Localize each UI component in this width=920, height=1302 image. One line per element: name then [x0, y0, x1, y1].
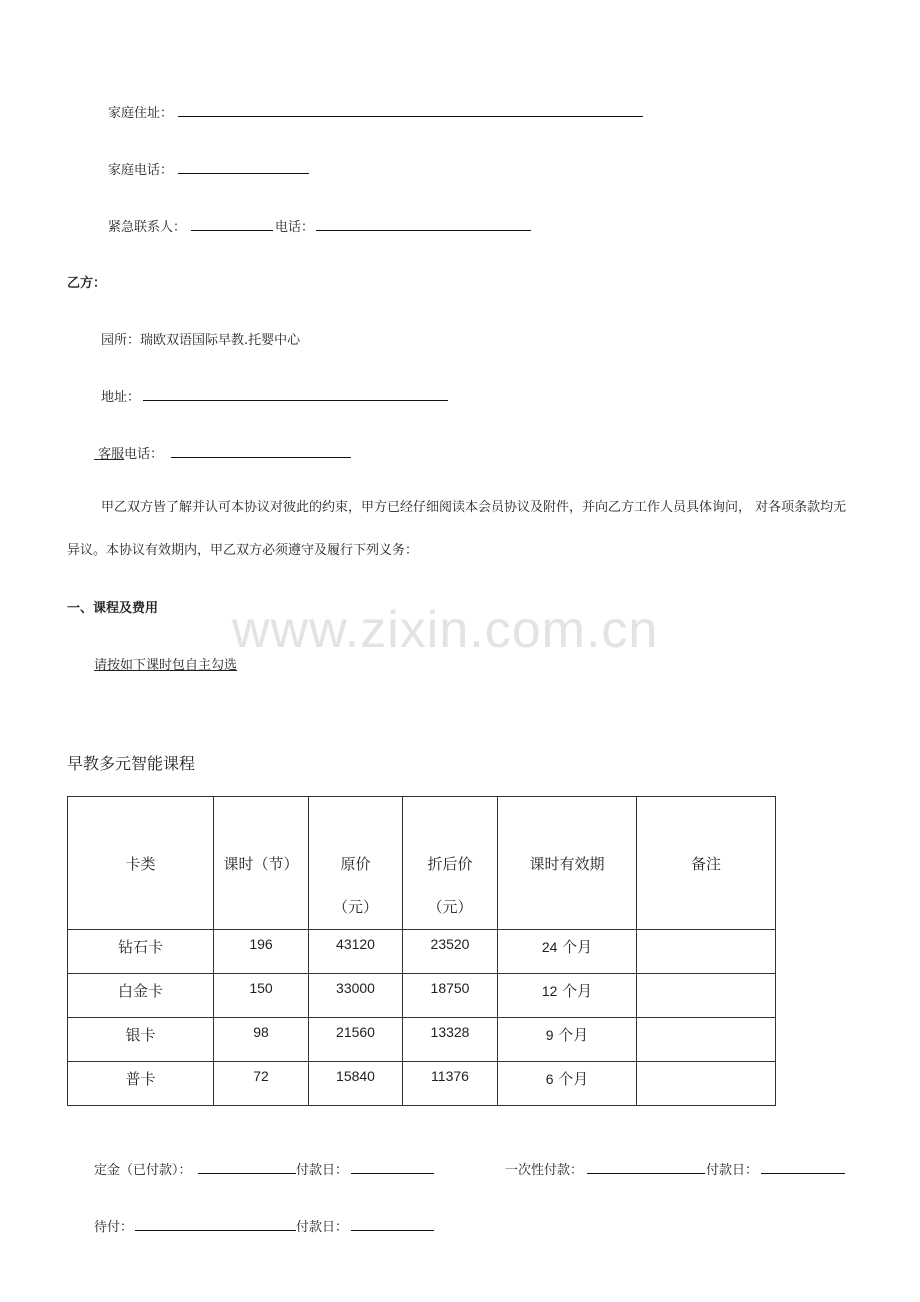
header-note: 备注 [637, 797, 776, 930]
cell-discount: 23520 [403, 930, 498, 974]
cell-hours: 196 [214, 930, 309, 974]
header-hours: 课时（节） [214, 797, 309, 930]
lump-sum-date-blank[interactable] [761, 1173, 845, 1174]
emergency-contact-blank[interactable] [191, 230, 273, 231]
header-card-type: 卡类 [68, 797, 214, 930]
agreement-paragraph: 甲乙双方皆了解并认可本协议对彼此的约束，甲方已经仔细阅读本会员协议及附件，并向乙方工作人员具体询问， 对各项条款均无异议。本协议有效期内，甲乙双方必须遵守及履行下列义务： [67, 500, 847, 558]
cell-note [637, 974, 776, 1018]
table-row [68, 1018, 776, 1062]
cell-card: 钻石卡 [68, 930, 214, 974]
cell-validity: 24 个月 [498, 930, 637, 974]
cell-discount: 18750 [403, 974, 498, 1018]
deposit-date-blank[interactable] [351, 1173, 434, 1174]
emergency-contact-label: 紧急联系人： [108, 220, 187, 235]
pending-date-blank[interactable] [351, 1230, 434, 1231]
cell-validity: 12 个月 [498, 974, 637, 1018]
cell-original: 33000 [309, 974, 403, 1018]
cell-original: 21560 [309, 1018, 403, 1062]
party-b-heading: 乙方： [67, 276, 107, 291]
address-label: 地址： [101, 390, 141, 405]
course-table [67, 796, 776, 1106]
selection-instruction: 请按如下课时包自主勾选 [94, 658, 238, 673]
cell-note [637, 1018, 776, 1062]
deposit-date-label: 付款日： [296, 1163, 349, 1178]
table-row [68, 1062, 776, 1106]
service-phone-blank[interactable] [171, 457, 351, 458]
section-heading: 一、课程及费用 [67, 601, 159, 616]
cell-original: 15840 [309, 1062, 403, 1106]
service-phone-label: 客服电话： [98, 447, 164, 462]
cell-hours: 150 [214, 974, 309, 1018]
cell-note [637, 930, 776, 974]
cell-card: 银卡 [68, 1018, 214, 1062]
home-address-label: 家庭住址： [108, 106, 174, 121]
cell-discount: 13328 [403, 1018, 498, 1062]
pending-date-label: 付款日： [296, 1220, 349, 1235]
cell-hours: 98 [214, 1018, 309, 1062]
cell-card: 普卡 [68, 1062, 214, 1106]
cell-original: 43120 [309, 930, 403, 974]
pending-blank[interactable] [135, 1230, 296, 1231]
watermark: www.zixin.com.cn [232, 601, 659, 659]
center-label: 园所：瑞欧双语国际早教.托婴中心 [101, 333, 301, 348]
lump-sum-blank[interactable] [587, 1173, 705, 1174]
table-row [68, 974, 776, 1018]
cell-card: 白金卡 [68, 974, 214, 1018]
home-address-blank[interactable] [178, 116, 643, 117]
cell-hours: 72 [214, 1062, 309, 1106]
table-title: 早教多元智能课程 [67, 754, 196, 773]
cell-note [637, 1062, 776, 1106]
header-validity: 课时有效期 [498, 797, 637, 930]
cell-validity: 6 个月 [498, 1062, 637, 1106]
deposit-blank[interactable] [198, 1173, 296, 1174]
table-header-row [68, 797, 776, 930]
address-blank[interactable] [143, 400, 448, 401]
deposit-label: 定金（已付款）： [94, 1163, 192, 1178]
lump-sum-label: 一次性付款： [505, 1163, 584, 1178]
home-phone-blank[interactable] [178, 173, 309, 174]
emergency-phone-blank[interactable] [316, 230, 531, 231]
pending-label: 待付： [94, 1220, 134, 1235]
cell-validity: 9 个月 [498, 1018, 637, 1062]
header-discount-price: 折后价 （元） [403, 797, 498, 930]
table-row [68, 930, 776, 974]
header-original-price: 原价 （元） [309, 797, 403, 930]
home-phone-label: 家庭电话： [108, 163, 174, 178]
cell-discount: 11376 [403, 1062, 498, 1106]
lump-sum-date-label: 付款日： [706, 1163, 759, 1178]
emergency-phone-label: 电话： [275, 220, 315, 235]
